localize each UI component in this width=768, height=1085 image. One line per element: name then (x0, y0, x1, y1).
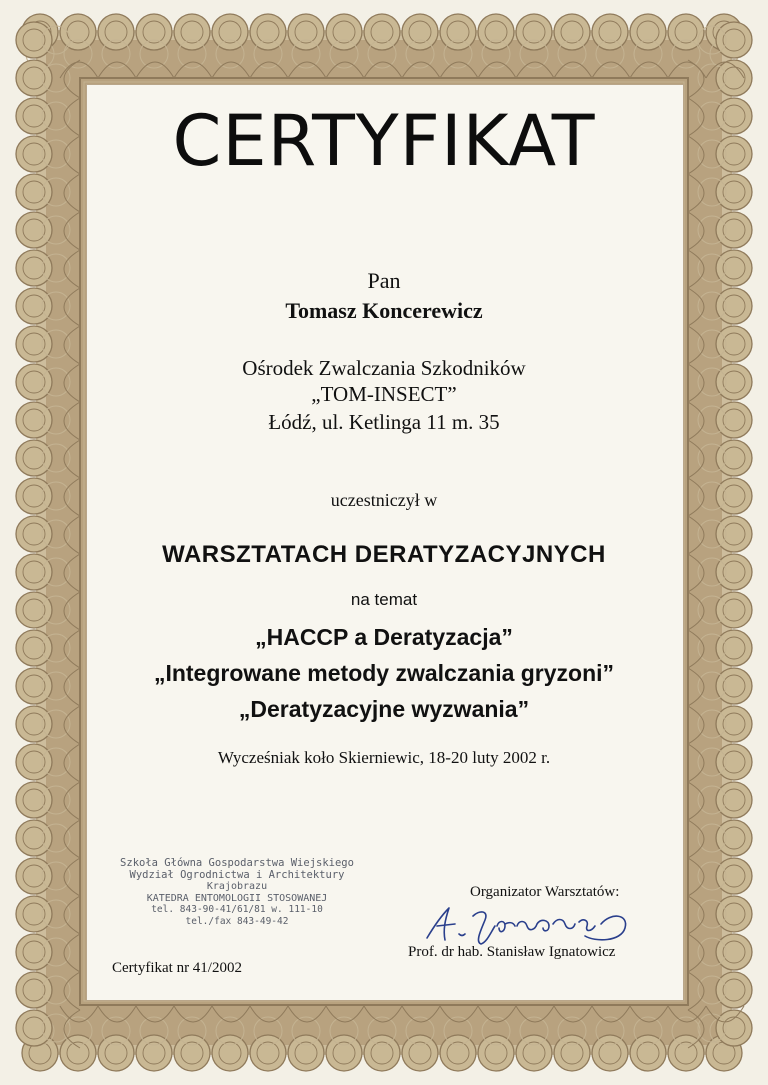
border-scallop (716, 782, 752, 818)
border-scallop (592, 1035, 628, 1071)
border-scallop (716, 934, 752, 970)
certificate-number: Certyfikat nr 41/2002 (112, 960, 242, 976)
border-scallop (212, 14, 248, 50)
stamp-line: Szkoła Główna Gospodarstwa Wiejskiego (120, 857, 354, 869)
border-scallop (402, 14, 438, 50)
border-scallop (364, 1035, 400, 1071)
border-scallop (440, 1035, 476, 1071)
border-scallop (716, 972, 752, 1008)
topic-label: na temat (350, 590, 418, 609)
border-scallop (326, 1035, 362, 1071)
border-scallop (16, 896, 52, 932)
border-scallop (98, 14, 134, 50)
organization-address: Łódź, ul. Ketlinga 11 m. 35 (268, 410, 500, 434)
border-scallop (136, 1035, 172, 1071)
border-scallop (288, 1035, 324, 1071)
border-scallop (516, 1035, 552, 1071)
border-scallop (250, 1035, 286, 1071)
border-scallop (716, 1010, 752, 1046)
border-scallop (212, 1035, 248, 1071)
university-stamp (112, 858, 362, 927)
border-scallop (16, 212, 52, 248)
border-scallop (554, 1035, 590, 1071)
border-scallop (60, 1035, 96, 1071)
signatory-name: Prof. dr hab. Stanisław Ignatowicz (408, 944, 616, 960)
border-scallop (716, 212, 752, 248)
border-scallop (16, 60, 52, 96)
border-scallop (16, 22, 52, 58)
border-scallop (554, 14, 590, 50)
border-scallop (16, 934, 52, 970)
border-scallop (174, 14, 210, 50)
workshop-name: WARSZTATACH DERATYZACYJNYCH (162, 541, 606, 568)
recipient-name: Tomasz Koncerewicz (285, 298, 483, 323)
border-scallop (402, 1035, 438, 1071)
stamp-line: KATEDRA ENTOMOLOGII STOSOWANEJ (146, 892, 328, 904)
participated-text: uczestniczył w (330, 490, 438, 510)
border-scallop (592, 14, 628, 50)
certificate-title: CERTYFIKAT (172, 100, 596, 182)
border-scallop (440, 14, 476, 50)
border-scallop (716, 22, 752, 58)
border-scallop (288, 14, 324, 50)
border-scallop (174, 1035, 210, 1071)
border-scallop (716, 820, 752, 856)
border-scallop (630, 1035, 666, 1071)
stamp-line: Krajobrazu (206, 881, 268, 892)
place-and-date: Wycześniak koło Skierniewic, 18-20 luty 2002 r. (217, 748, 551, 767)
border-scallop (16, 782, 52, 818)
border-scallop (716, 440, 752, 476)
border-scallop (364, 14, 400, 50)
border-scallop (60, 14, 96, 50)
border-scallop (478, 1035, 514, 1071)
topic-1: „HACCP a Deratyzacja” (255, 624, 513, 650)
border-scallop (250, 14, 286, 50)
border-scallop (716, 858, 752, 894)
border-scallop (16, 858, 52, 894)
topic-2: „Integrowane metody zwalczania gryzoni” (153, 660, 615, 686)
salutation: Pan (367, 268, 401, 293)
stamp-line: tel. 843-90-41/61/81 w. 111-10 (151, 904, 323, 915)
border-scallop (16, 1010, 52, 1046)
topic-3: „Deratyzacyjne wyzwania” (238, 696, 530, 722)
border-scallop (326, 14, 362, 50)
border-scallop (98, 1035, 134, 1071)
border-scallop (16, 972, 52, 1008)
border-scallop (136, 14, 172, 50)
border-scallop (516, 14, 552, 50)
handwritten-signature (415, 902, 645, 948)
organization-brand: „TOM-INSECT” (311, 382, 457, 406)
border-scallop (630, 14, 666, 50)
stamp-line: Wydział Ogrodnictwa i Architektury (129, 868, 345, 881)
border-scallop (716, 896, 752, 932)
organizer-label: Organizator Warsztatów: (470, 884, 620, 900)
border-scallop (16, 440, 52, 476)
border-scallop (478, 14, 514, 50)
border-scallop (16, 820, 52, 856)
organization-name: Ośrodek Zwalczania Szkodników (242, 356, 526, 380)
stamp-line: tel./fax 843-49-42 (185, 915, 289, 927)
